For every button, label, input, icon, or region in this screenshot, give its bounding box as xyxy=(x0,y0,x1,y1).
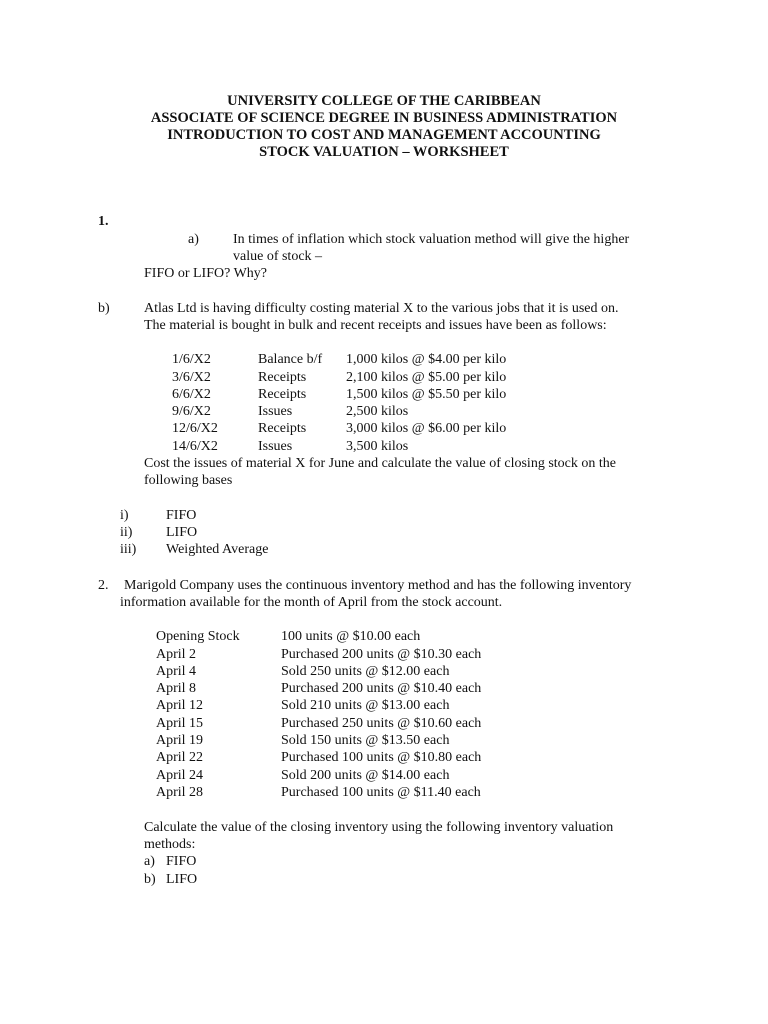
row-detail: Sold 150 units @ $13.50 each xyxy=(281,733,450,748)
row-detail: Purchased 100 units @ $10.80 each xyxy=(281,750,482,765)
q2-instruction-line2: methods: xyxy=(144,837,196,852)
row-detail: 3,500 kilos xyxy=(346,439,409,454)
q1a-text-line3: FIFO or LIFO? Why? xyxy=(144,266,268,281)
row-detail: 1,000 kilos @ $4.00 per kilo xyxy=(346,352,507,367)
list-item-text: FIFO xyxy=(166,854,197,869)
q1b-instruction-line1: Cost the issues of material X for June and calculate the value of closing stock on the xyxy=(144,456,616,471)
list-item-text: LIFO xyxy=(166,525,198,540)
header-worksheet-title: STOCK VALUATION – WORKSHEET xyxy=(259,144,509,160)
list-item-text: Weighted Average xyxy=(166,542,269,557)
row-type: Issues xyxy=(258,404,293,419)
q1a-text-line1: In times of inflation which stock valuation method will give the higher xyxy=(233,232,630,247)
list-item-label: a) xyxy=(144,854,155,869)
row-date: 12/6/X2 xyxy=(172,421,218,436)
list-item-label: b) xyxy=(144,872,156,887)
row-date: 6/6/X2 xyxy=(172,387,211,402)
list-item-text: FIFO xyxy=(166,508,197,523)
q2-text-line1: Marigold Company uses the continuous inventory method and has the following inventory xyxy=(124,578,632,593)
row-date: 1/6/X2 xyxy=(172,352,211,367)
q1a-label: a) xyxy=(188,232,199,247)
row-detail: 1,500 kilos @ $5.50 per kilo xyxy=(346,387,507,402)
q1b-text-line2: The material is bought in bulk and recent receipts and issues have been as follows: xyxy=(144,318,607,333)
row-date: April 4 xyxy=(156,664,197,679)
row-type: Receipts xyxy=(258,370,307,385)
question-2-number: 2. xyxy=(98,578,109,593)
header-programme: ASSOCIATE OF SCIENCE DEGREE IN BUSINESS ADMINISTRATION xyxy=(150,110,618,126)
q1a-text-line2: value of stock – xyxy=(233,249,323,264)
row-type: Receipts xyxy=(258,387,307,402)
q1b-instruction-line2: following bases xyxy=(144,473,233,488)
list-item-label: i) xyxy=(120,508,129,523)
row-type: Issues xyxy=(258,439,293,454)
list-item-label: ii) xyxy=(120,525,133,540)
row-detail: Sold 200 units @ $14.00 each xyxy=(281,768,450,783)
q1b-text-line1: Atlas Ltd is having difficulty costing material X to the various jobs that it is used on. xyxy=(144,301,619,316)
row-date: April 24 xyxy=(156,768,204,783)
q1b-label: b) xyxy=(98,301,110,316)
row-date: April 28 xyxy=(156,785,204,800)
row-date: 9/6/X2 xyxy=(172,404,211,419)
row-detail: Purchased 250 units @ $10.60 each xyxy=(281,716,482,731)
q2-instruction-line1: Calculate the value of the closing inventory using the following inventory valuation xyxy=(144,820,614,835)
question-1-number: 1. xyxy=(98,214,109,229)
row-detail: Sold 250 units @ $12.00 each xyxy=(281,664,450,679)
row-date: April 2 xyxy=(156,647,197,662)
list-item-text: LIFO xyxy=(166,872,198,887)
header-institution: UNIVERSITY COLLEGE OF THE CARIBBEAN xyxy=(227,93,541,109)
row-date: April 15 xyxy=(156,716,204,731)
header-course: INTRODUCTION TO COST AND MANAGEMENT ACCOUNTING xyxy=(167,127,601,143)
row-type: Balance b/f xyxy=(258,352,323,367)
list-item-label: iii) xyxy=(120,542,137,557)
row-detail: Purchased 100 units @ $11.40 each xyxy=(281,785,481,800)
row-detail: Purchased 200 units @ $10.40 each xyxy=(281,681,482,696)
row-detail: 3,000 kilos @ $6.00 per kilo xyxy=(346,421,507,436)
row-date: Opening Stock xyxy=(156,629,240,644)
row-detail: 100 units @ $10.00 each xyxy=(281,629,421,644)
row-detail: Sold 210 units @ $13.00 each xyxy=(281,698,450,713)
row-date: April 12 xyxy=(156,698,204,713)
row-detail: 2,100 kilos @ $5.00 per kilo xyxy=(346,370,507,385)
row-type: Receipts xyxy=(258,421,307,436)
row-date: April 19 xyxy=(156,733,204,748)
row-date: April 22 xyxy=(156,750,204,765)
row-date: April 8 xyxy=(156,681,197,696)
row-date: 3/6/X2 xyxy=(172,370,211,385)
row-detail: 2,500 kilos xyxy=(346,404,409,419)
q2-text-line2: information available for the month of April from the stock account. xyxy=(120,595,503,610)
row-date: 14/6/X2 xyxy=(172,439,218,454)
row-detail: Purchased 200 units @ $10.30 each xyxy=(281,647,482,662)
